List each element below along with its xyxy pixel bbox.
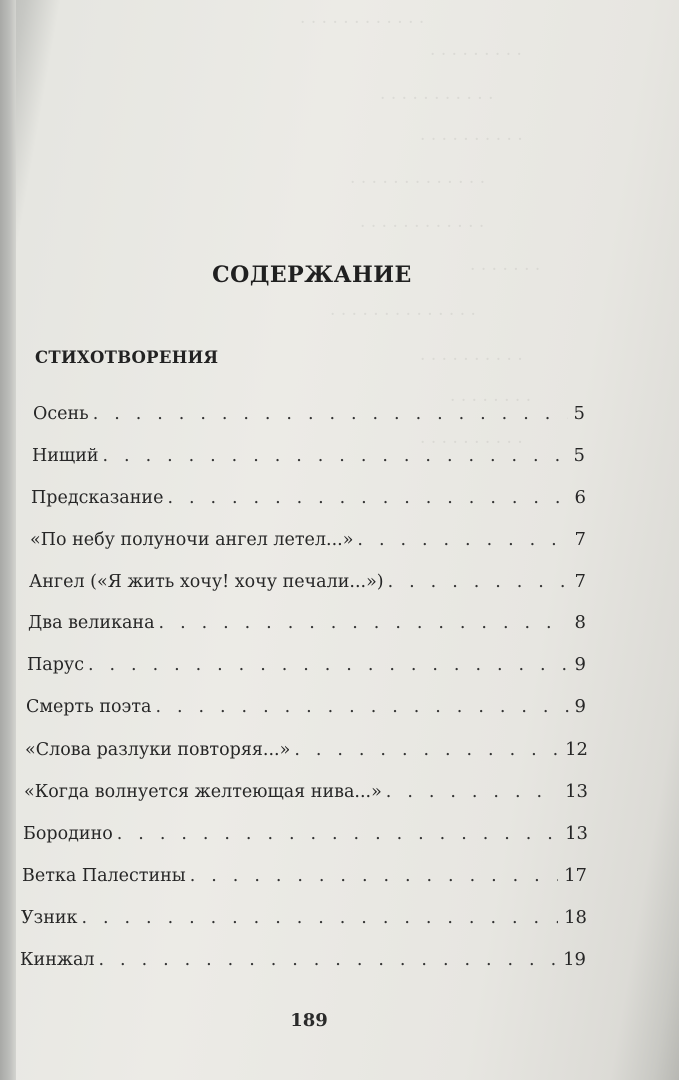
section-title: СТИХОТВОРЕНИЯ bbox=[35, 348, 219, 367]
toc-entry-title: Осень bbox=[33, 404, 89, 424]
toc-entry[interactable] bbox=[26, 696, 586, 726]
toc-entry-page: 17 bbox=[564, 865, 587, 886]
toc-entry-title: Смерть поэта bbox=[26, 697, 152, 717]
page-number: 189 bbox=[290, 1010, 328, 1031]
toc-entry-page: 6 bbox=[574, 487, 586, 508]
toc-entry[interactable] bbox=[27, 654, 586, 684]
toc-entry[interactable] bbox=[31, 487, 586, 517]
toc-entry-page: 18 bbox=[564, 907, 587, 928]
toc-entry[interactable] bbox=[32, 445, 585, 475]
dot-leader bbox=[167, 488, 568, 508]
toc-entry-page: 9 bbox=[574, 696, 586, 717]
toc-entry-page: 19 bbox=[563, 949, 586, 970]
toc-entry-page: 13 bbox=[565, 781, 588, 802]
toc-entry[interactable] bbox=[23, 823, 588, 853]
dot-leader bbox=[93, 404, 568, 424]
toc-entry[interactable] bbox=[30, 529, 586, 559]
toc-entry[interactable] bbox=[24, 781, 588, 811]
dot-leader bbox=[294, 740, 559, 760]
dot-leader bbox=[190, 866, 558, 886]
toc-entry-title: Узник bbox=[21, 908, 78, 928]
toc-entry-page: 7 bbox=[574, 529, 586, 550]
toc-entry[interactable] bbox=[20, 949, 586, 979]
toc-entry[interactable] bbox=[33, 403, 585, 433]
toc-entry-title: «По небу полуночи ангел летел...» bbox=[30, 530, 354, 550]
toc-entry-page: 7 bbox=[574, 571, 586, 592]
toc-entry[interactable] bbox=[25, 739, 588, 769]
toc-entry-title: Кинжал bbox=[20, 950, 95, 970]
bleed-through-text: . . . . . . . . . . . . . . . . . . . . . . . . . . . . . . . . . . . . . . . . . . . . . . . . . . . . . . . . . . . . . . . . . . . . . . . . . . . . . . . . . . . . . . . . . . . . . . . . . . . . . . . . . . . . . . . . . . . . bbox=[300, 8, 541, 448]
toc-entry-page: 8 bbox=[574, 612, 586, 633]
toc-entry[interactable] bbox=[29, 571, 586, 601]
dot-leader bbox=[388, 572, 569, 592]
dot-leader bbox=[159, 613, 569, 633]
toc-entry-title: Парус bbox=[27, 655, 84, 675]
toc-entry-page: 12 bbox=[565, 739, 588, 760]
toc-entry[interactable] bbox=[28, 612, 586, 642]
dot-leader bbox=[103, 446, 568, 466]
toc-entry-title: Два великана bbox=[28, 613, 155, 633]
dot-leader bbox=[88, 655, 569, 675]
dot-leader bbox=[155, 697, 568, 717]
dot-leader bbox=[99, 950, 558, 970]
toc-entry-page: 9 bbox=[574, 654, 586, 675]
toc-entry-title: Ветка Палестины bbox=[22, 866, 186, 886]
dot-leader bbox=[357, 530, 568, 550]
page-title: СОДЕРЖАНИЕ bbox=[212, 262, 412, 288]
toc-entry[interactable] bbox=[21, 907, 587, 937]
toc-entry-title: Ангел («Я жить хочу! хочу печали...») bbox=[29, 572, 384, 592]
toc-entry-page: 5 bbox=[573, 403, 585, 424]
toc-entry-title: «Когда волнуется желтеющая нива...» bbox=[24, 782, 382, 802]
toc-entry-title: Предсказание bbox=[31, 488, 164, 508]
dot-leader bbox=[81, 908, 558, 928]
toc-entry-page: 13 bbox=[565, 823, 588, 844]
dot-leader bbox=[117, 824, 559, 844]
toc-entry-title: Нищий bbox=[32, 446, 99, 466]
toc-entry-title: «Слова разлуки повторяя...» bbox=[25, 740, 291, 760]
toc-entry-title: Бородино bbox=[23, 824, 113, 844]
dot-leader bbox=[386, 782, 559, 802]
toc-entry-page: 5 bbox=[573, 445, 585, 466]
toc-entry[interactable] bbox=[22, 865, 587, 895]
